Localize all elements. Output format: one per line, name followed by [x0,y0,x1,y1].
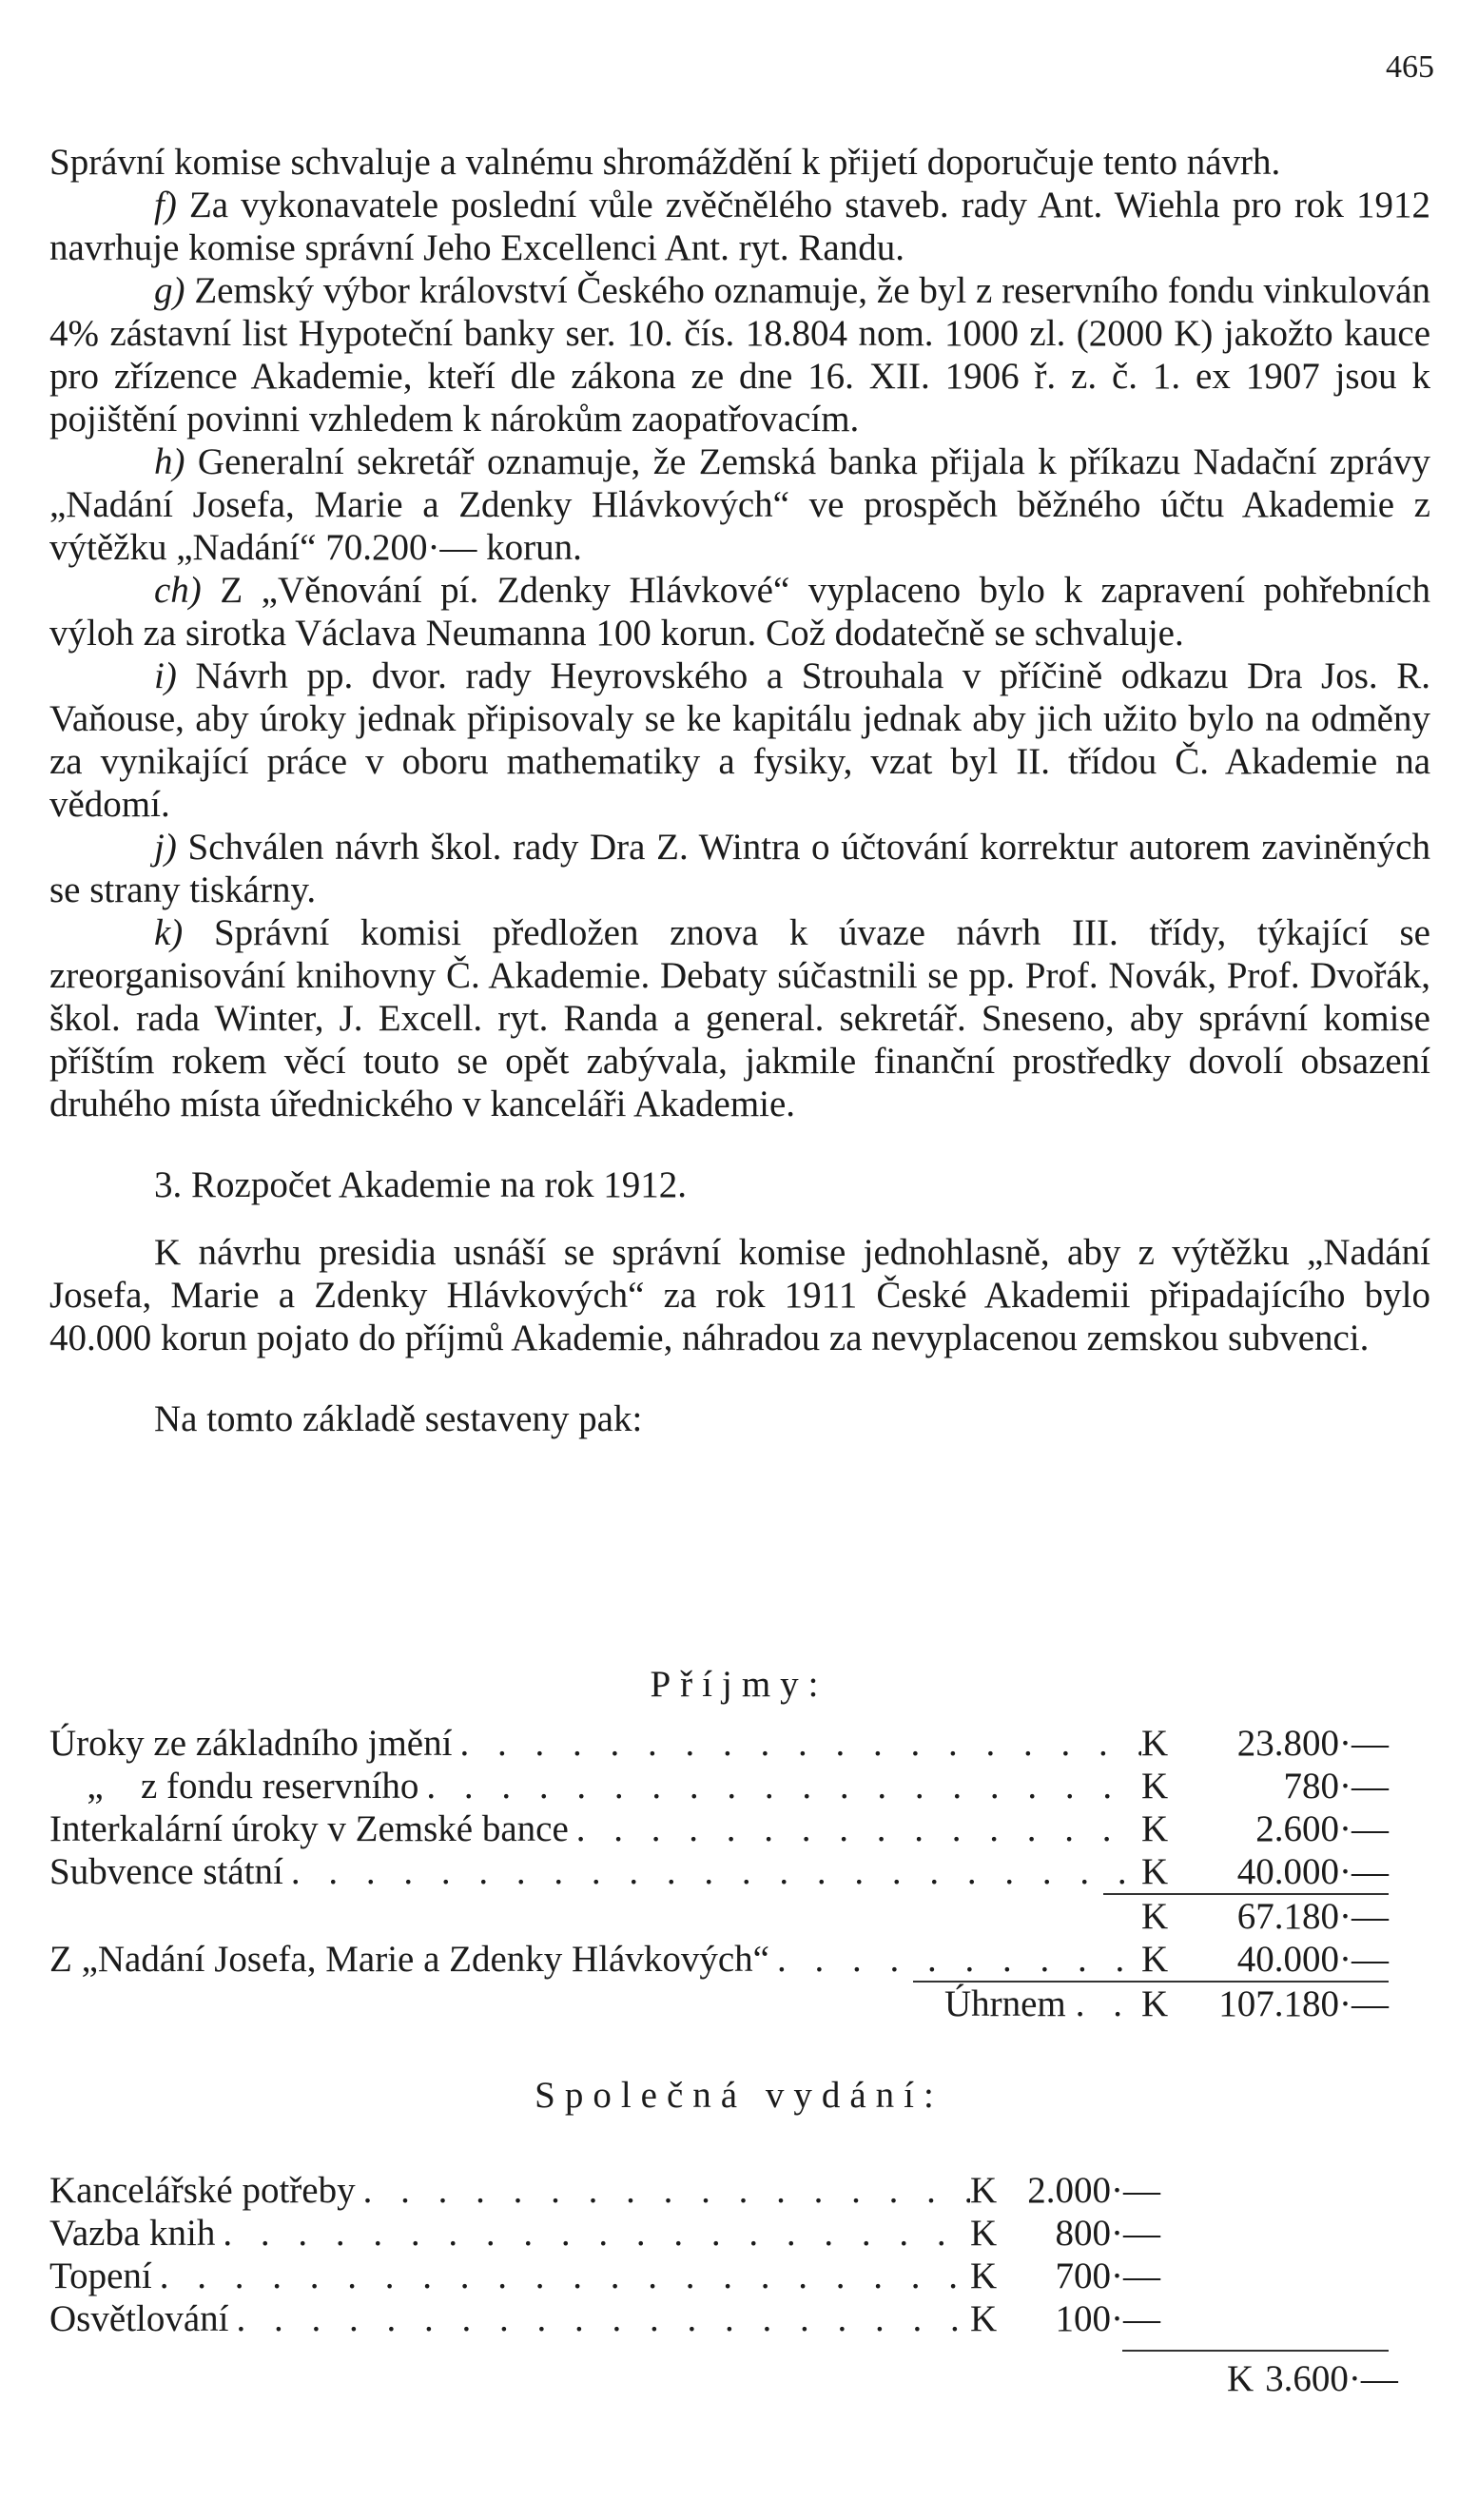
leader-dots [215,2212,970,2255]
expenses-total-amount: 3.600·— [1265,2358,1398,2399]
expense-row [49,2255,1160,2297]
paragraph-j: j) Schválen návrh škol. rady Dra Z. Wintra o účtování korrektur autorem zaviněných se strany tiskárny. [49,827,1430,910]
income-label: Subvence státní [49,1851,283,1892]
currency: K [970,2256,998,2296]
leader-dots [418,1765,1141,1807]
currency: K [1141,1851,1169,1892]
body-text [49,141,1430,1440]
income-total: 107.180·— [1218,1983,1389,2024]
item-label: g) [154,270,185,311]
ditto-mark: „ [87,1766,104,1807]
income-label: Interkalární úroky v Zemské bance [49,1808,569,1849]
section-paragraph: K návrhu presidia usnáší se správní komise jednohlasně, aby z výtěžku „Nadání Josefa, Marie a Zdenky Hlávkových“ za rok 1911 České Akademii připadajícího bylo 40.000 korun pojato do příjmů Akademie, náhradou za nevyplacenou zemskou subvenci. [49,1232,1430,1358]
expenses-table [49,2169,1160,2340]
paragraph-h: h) Generalní sekretář oznamuje, že Zemská banka přijala k příkazu Nadační zprávy „Nadání Josefa, Marie a Zdenky Hlávkových“ ve prospěch běžného účtu Akademie z výtěžku „Nadání“ 70.200·— korun. [49,441,1430,568]
total-label: Úhrnem [943,1983,1066,2024]
income-subtotal: 67.180·— [1236,1896,1389,1937]
currency: K [1141,1808,1169,1849]
expense-row [49,2212,1160,2255]
income-row [49,1850,1389,1893]
leader-dots [769,1938,1141,1981]
income-row [49,1765,1389,1807]
item-label: ch) [154,570,202,611]
item-label: k) [154,912,184,953]
expenses-total [1227,2357,1398,2400]
leader-dots [228,2297,970,2340]
leader-dots [356,2169,970,2212]
expense-label: Vazba knih [49,2213,216,2254]
income-amount: 780·— [1283,1766,1389,1807]
item-label: f) [154,185,177,225]
leader-dots [569,1807,1141,1850]
expense-label: Kancelářské potřeby [49,2170,356,2211]
expense-row [49,2169,1160,2212]
income-label: Z „Nadání Josefa, Marie a Zdenky Hlávkových“ [49,1939,769,1980]
total-rule [913,1981,1389,2025]
leader-dots [452,1722,1141,1765]
expenses-total-rule [1122,2350,1389,2352]
currency: K [1141,1983,1169,2024]
paragraph-intro: Správní komise schvaluje a valnému shromáždění k přijetí doporučuje tento návrh. [49,142,1281,183]
currency: K [970,2170,998,2211]
paragraph-f: f) Za vykonavatele poslední vůle zvěčnělého staveb. rady Ant. Wiehla pro rok 1912 navrhuje komise správní Jeho Excellenci Ant. ryt. Randu. [49,185,1430,268]
paragraph-g: g) Zemský výbor království Českého oznamuje, že byl z reservního fondu vinkulován 4% zástavní list Hypoteční banky ser. 10. čís. 18.804 nom. 1000 zl. (2000 K) jakožto kauce pro zřízence Akademie, kteří dle zákona ze dne 16. XII. 1906 ř. z. č. 1. ex 1907 jsou k pojištění povinni vzhledem k nárokům zaopatřovacím. [49,270,1430,440]
subtotal-rule [1103,1893,1389,1938]
leader-dots [283,1850,1141,1893]
section-heading: 3. Rozpočet Akademie na rok 1912. [154,1164,687,1205]
currency: K [1141,1723,1169,1764]
expense-row [49,2297,1160,2340]
expense-amount: 100·— [1055,2298,1160,2339]
income-heading: Příjmy: [650,1664,828,1705]
income-amount: 23.800·— [1236,1723,1389,1764]
section-intro: Na tomto základě sestaveny pak: [154,1398,643,1439]
income-table [49,1722,1389,2025]
page-number: 465 [1386,49,1434,85]
income-subtotal-row [49,1893,1389,1938]
income-total-row [49,1981,1389,2025]
expense-amount: 800·— [1055,2213,1160,2254]
expense-amount: 700·— [1055,2256,1160,2296]
expense-label: Osvětlování [49,2298,229,2339]
income-row [49,1807,1389,1850]
income-amount: 40.000·— [1236,1851,1389,1892]
paragraph-ch: ch) Z „Věnování pí. Zdenky Hlávkové“ vyplaceno bylo k zapravení pohřebních výloh za sirotka Václava Neumanna 100 korun. Což dodatečně se schvaluje. [49,570,1430,654]
currency: K [970,2298,998,2339]
income-label: Úroky ze základního jmění [49,1723,453,1764]
currency: K [1141,1939,1169,1980]
expenses-heading: Společná vydání: [535,2075,943,2116]
expense-amount: 2.000·— [1027,2170,1160,2211]
item-label: j) [154,827,177,868]
income-label: „ z fondu reservního [49,1765,418,1807]
income-amount: 2.600·— [1255,1808,1389,1849]
currency: K [970,2213,998,2254]
paragraph-k: k) Správní komisi předložen znova k úvaze návrh III. třídy, týkající se zreorganisování knihovny Č. Akademie. Debaty súčastnili se pp. Prof. Novák, Prof. Dvořák, škol. rada Winter, J. Excell. ryt. Randa a general. sekretář. Sneseno, aby správní komise příštím rokem věcí touto se opět zabývala, jakmile finanční prostředky dovolí obsazení druhého místa úřednického v kanceláři Akademie. [49,912,1430,1124]
income-row [49,1938,1389,1981]
expense-label: Topení [49,2256,152,2296]
currency: K [1141,1896,1169,1937]
item-label: i) [154,655,177,696]
income-row [49,1722,1389,1765]
item-label: h) [154,441,185,482]
paragraph-i: i) Návrh pp. dvor. rady Heyrovského a Strouhala v příčině odkazu Dra Jos. R. Vaňouse, aby úroky jednak připisovaly se ke kapitálu jednak aby jich užito bylo na odměny za vynikající práce v oboru mathematiky a fysiky, vzat byl II. třídou Č. Akademie na vědomí. [49,655,1430,825]
currency: K [1227,2358,1254,2399]
currency: K [1141,1766,1169,1807]
leader-dots [152,2255,970,2297]
income-amount: 40.000·— [1236,1939,1389,1980]
leader-dots: . . [1075,1983,1132,2024]
